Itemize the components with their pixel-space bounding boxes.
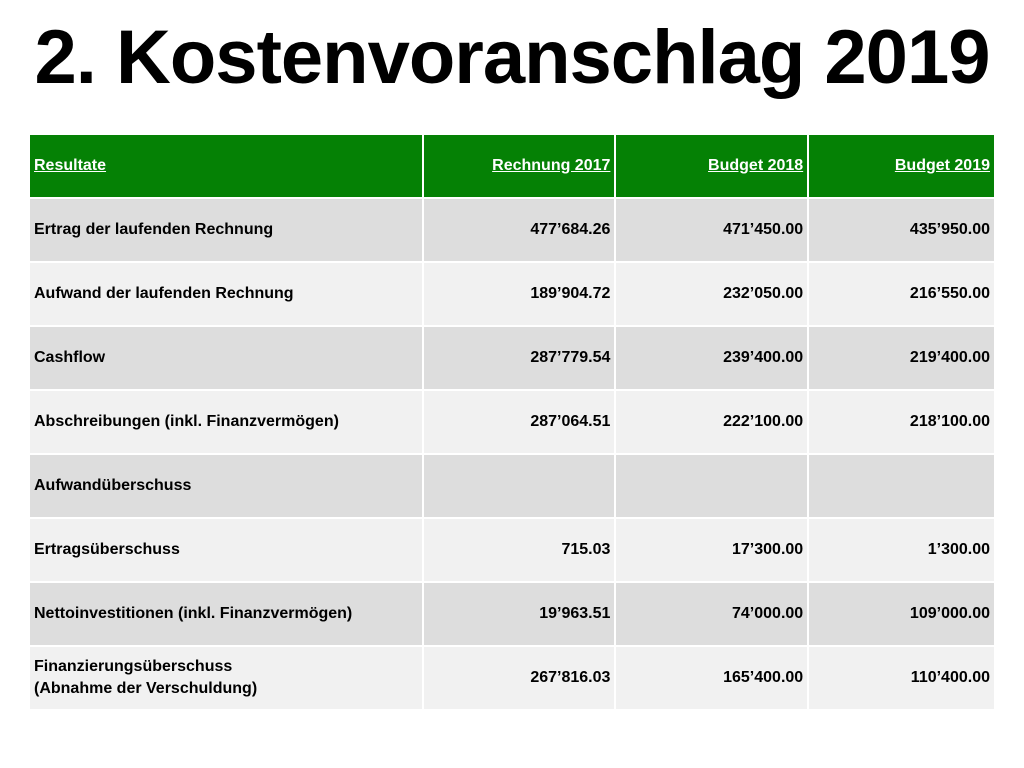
column-header-rechnung-2017: Rechnung 2017 [424, 135, 615, 197]
cell-budget-2019: 435’950.00 [809, 199, 994, 261]
row-label-text: Ertrag der laufenden Rechnung [34, 221, 274, 238]
cell-budget-2018: 17’300.00 [616, 519, 807, 581]
page-title: 2. Kostenvoranschlag 2019 [34, 15, 990, 100]
row-label [30, 327, 422, 389]
cell-budget-2018: 239’400.00 [616, 327, 807, 389]
row-label-text: Aufwandüberschuss [34, 477, 192, 494]
table-row [30, 199, 994, 261]
cell-rechnung-2017: 715.03 [424, 519, 615, 581]
row-label [30, 455, 422, 517]
cell-rechnung-2017: 287’779.54 [424, 327, 615, 389]
cell-budget-2019: 110’400.00 [809, 647, 994, 709]
cell-budget-2018: 222’100.00 [616, 391, 807, 453]
cell-budget-2018: 165’400.00 [616, 647, 807, 709]
row-label [30, 199, 422, 261]
table-row [30, 327, 994, 389]
cell-rechnung-2017: 19’963.51 [424, 583, 615, 645]
column-header-budget-2019: Budget 2019 [809, 135, 994, 197]
table-row [30, 263, 994, 325]
cell-budget-2019: 218’100.00 [809, 391, 994, 453]
cell-budget-2019: 216’550.00 [809, 263, 994, 325]
cell-rechnung-2017: 189’904.72 [424, 263, 615, 325]
cell-budget-2019 [809, 455, 994, 517]
row-label [30, 263, 422, 325]
table-header-row [30, 135, 994, 197]
cell-budget-2018 [616, 455, 807, 517]
table-row [30, 455, 994, 517]
row-label [30, 583, 422, 645]
cell-budget-2019: 109’000.00 [809, 583, 994, 645]
row-label-text: Ertragsüberschuss [34, 541, 180, 558]
cell-rechnung-2017 [424, 455, 615, 517]
row-label-text: Aufwand der laufenden Rechnung [34, 285, 294, 302]
row-label-text: Nettoinvestitionen (inkl. Finanzvermögen) [34, 605, 353, 622]
table-row [30, 391, 994, 453]
column-header-resultate: Resultate [30, 135, 422, 197]
row-label-text: Finanzierungsüberschuss [34, 658, 233, 675]
row-label-text: Cashflow [34, 349, 106, 366]
cell-rechnung-2017: 267’816.03 [424, 647, 615, 709]
cell-budget-2018: 232’050.00 [616, 263, 807, 325]
column-header-budget-2018: Budget 2018 [616, 135, 807, 197]
budget-table [28, 133, 996, 711]
row-label [30, 391, 422, 453]
cell-rechnung-2017: 287’064.51 [424, 391, 615, 453]
table-row [30, 519, 994, 581]
cell-budget-2018: 74’000.00 [616, 583, 807, 645]
row-label-text: Abschreibungen (inkl. Finanzvermögen) [34, 413, 339, 430]
row-label [30, 519, 422, 581]
row-label [30, 647, 422, 709]
cell-budget-2018: 471’450.00 [616, 199, 807, 261]
table-row [30, 647, 994, 709]
cell-budget-2019: 219’400.00 [809, 327, 994, 389]
row-label-subtext: (Abnahme der Verschuldung) [34, 680, 258, 697]
cell-budget-2019: 1’300.00 [809, 519, 994, 581]
table-row [30, 583, 994, 645]
cell-rechnung-2017: 477’684.26 [424, 199, 615, 261]
